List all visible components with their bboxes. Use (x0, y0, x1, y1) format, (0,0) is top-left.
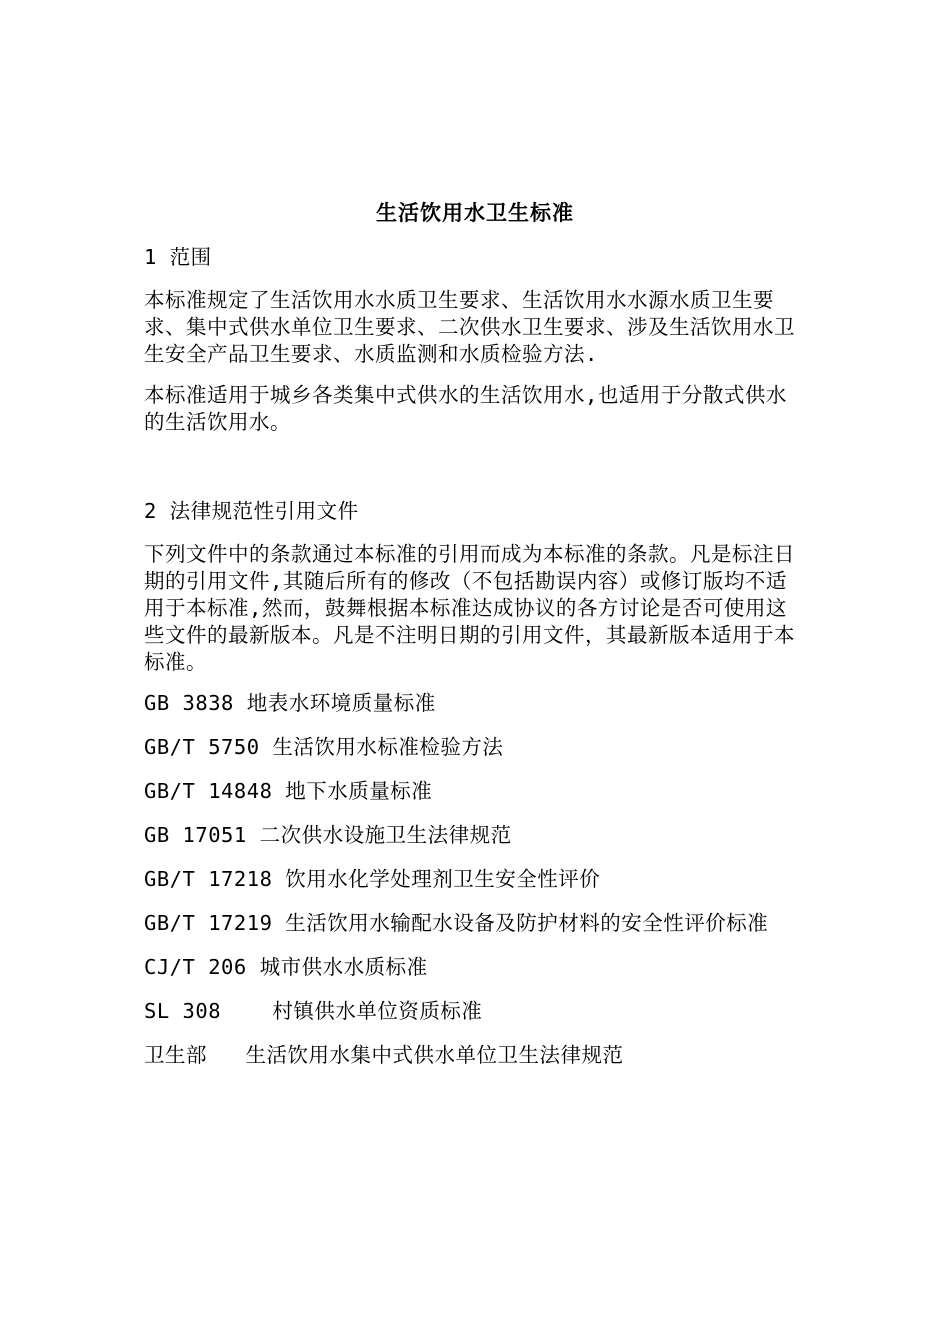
document-title: 生活饮用水卫生标准 (376, 200, 574, 225)
reference-item: GB 17051 二次供水设施卫生法律规范 (144, 823, 512, 847)
section-spacer (144, 450, 806, 498)
reference-item: GB/T 17219 生活饮用水输配水设备及防护材料的安全性评价标准 (144, 911, 769, 935)
section-1-heading: 1 范围 (144, 245, 212, 269)
reference-item: GB/T 17218 饮用水化学处理剂卫生安全性评价 (144, 867, 601, 891)
reference-item: GB/T 5750 生活饮用水标准检验方法 (144, 735, 504, 759)
reference-item: GB 3838 地表水环境质量标准 (144, 691, 436, 715)
section-1-paragraph-1: 本标准规定了生活饮用水水质卫生要求、生活饮用水水源水质卫生要求、集中式供水单位卫生要求、二次供水卫生要求、涉及生活饮用水卫生安全产品卫生要求、水质监测和水质检验方法. (144, 288, 795, 366)
section-1-paragraph-2: 本标准适用于城乡各类集中式供水的生活饮用水,也适用于分散式供水的生活饮用水。 (144, 383, 787, 434)
reference-item: SL 308 村镇供水单位资质标准 (144, 999, 483, 1023)
reference-item: 卫生部 生活饮用水集中式供水单位卫生法律规范 (144, 1043, 624, 1067)
section-2-heading: 2 法律规范性引用文件 (144, 499, 359, 523)
reference-item: GB/T 14848 地下水质量标准 (144, 779, 433, 803)
document-body (144, 198, 806, 1086)
reference-item: CJ/T 206 城市供水水质标准 (144, 955, 428, 979)
section-2-paragraph-1: 下列文件中的条款通过本标准的引用而成为本标准的条款。凡是标注日期的引用文件,其随后所有的修改（不包括勘误内容）或修订版均不适用于本标准,然而，鼓舞根据本标准达成协议的各方讨论是否可使用这些文件的最新版本。凡是不注明日期的引用文件，其最新版本适用于本标准。 (144, 542, 795, 674)
